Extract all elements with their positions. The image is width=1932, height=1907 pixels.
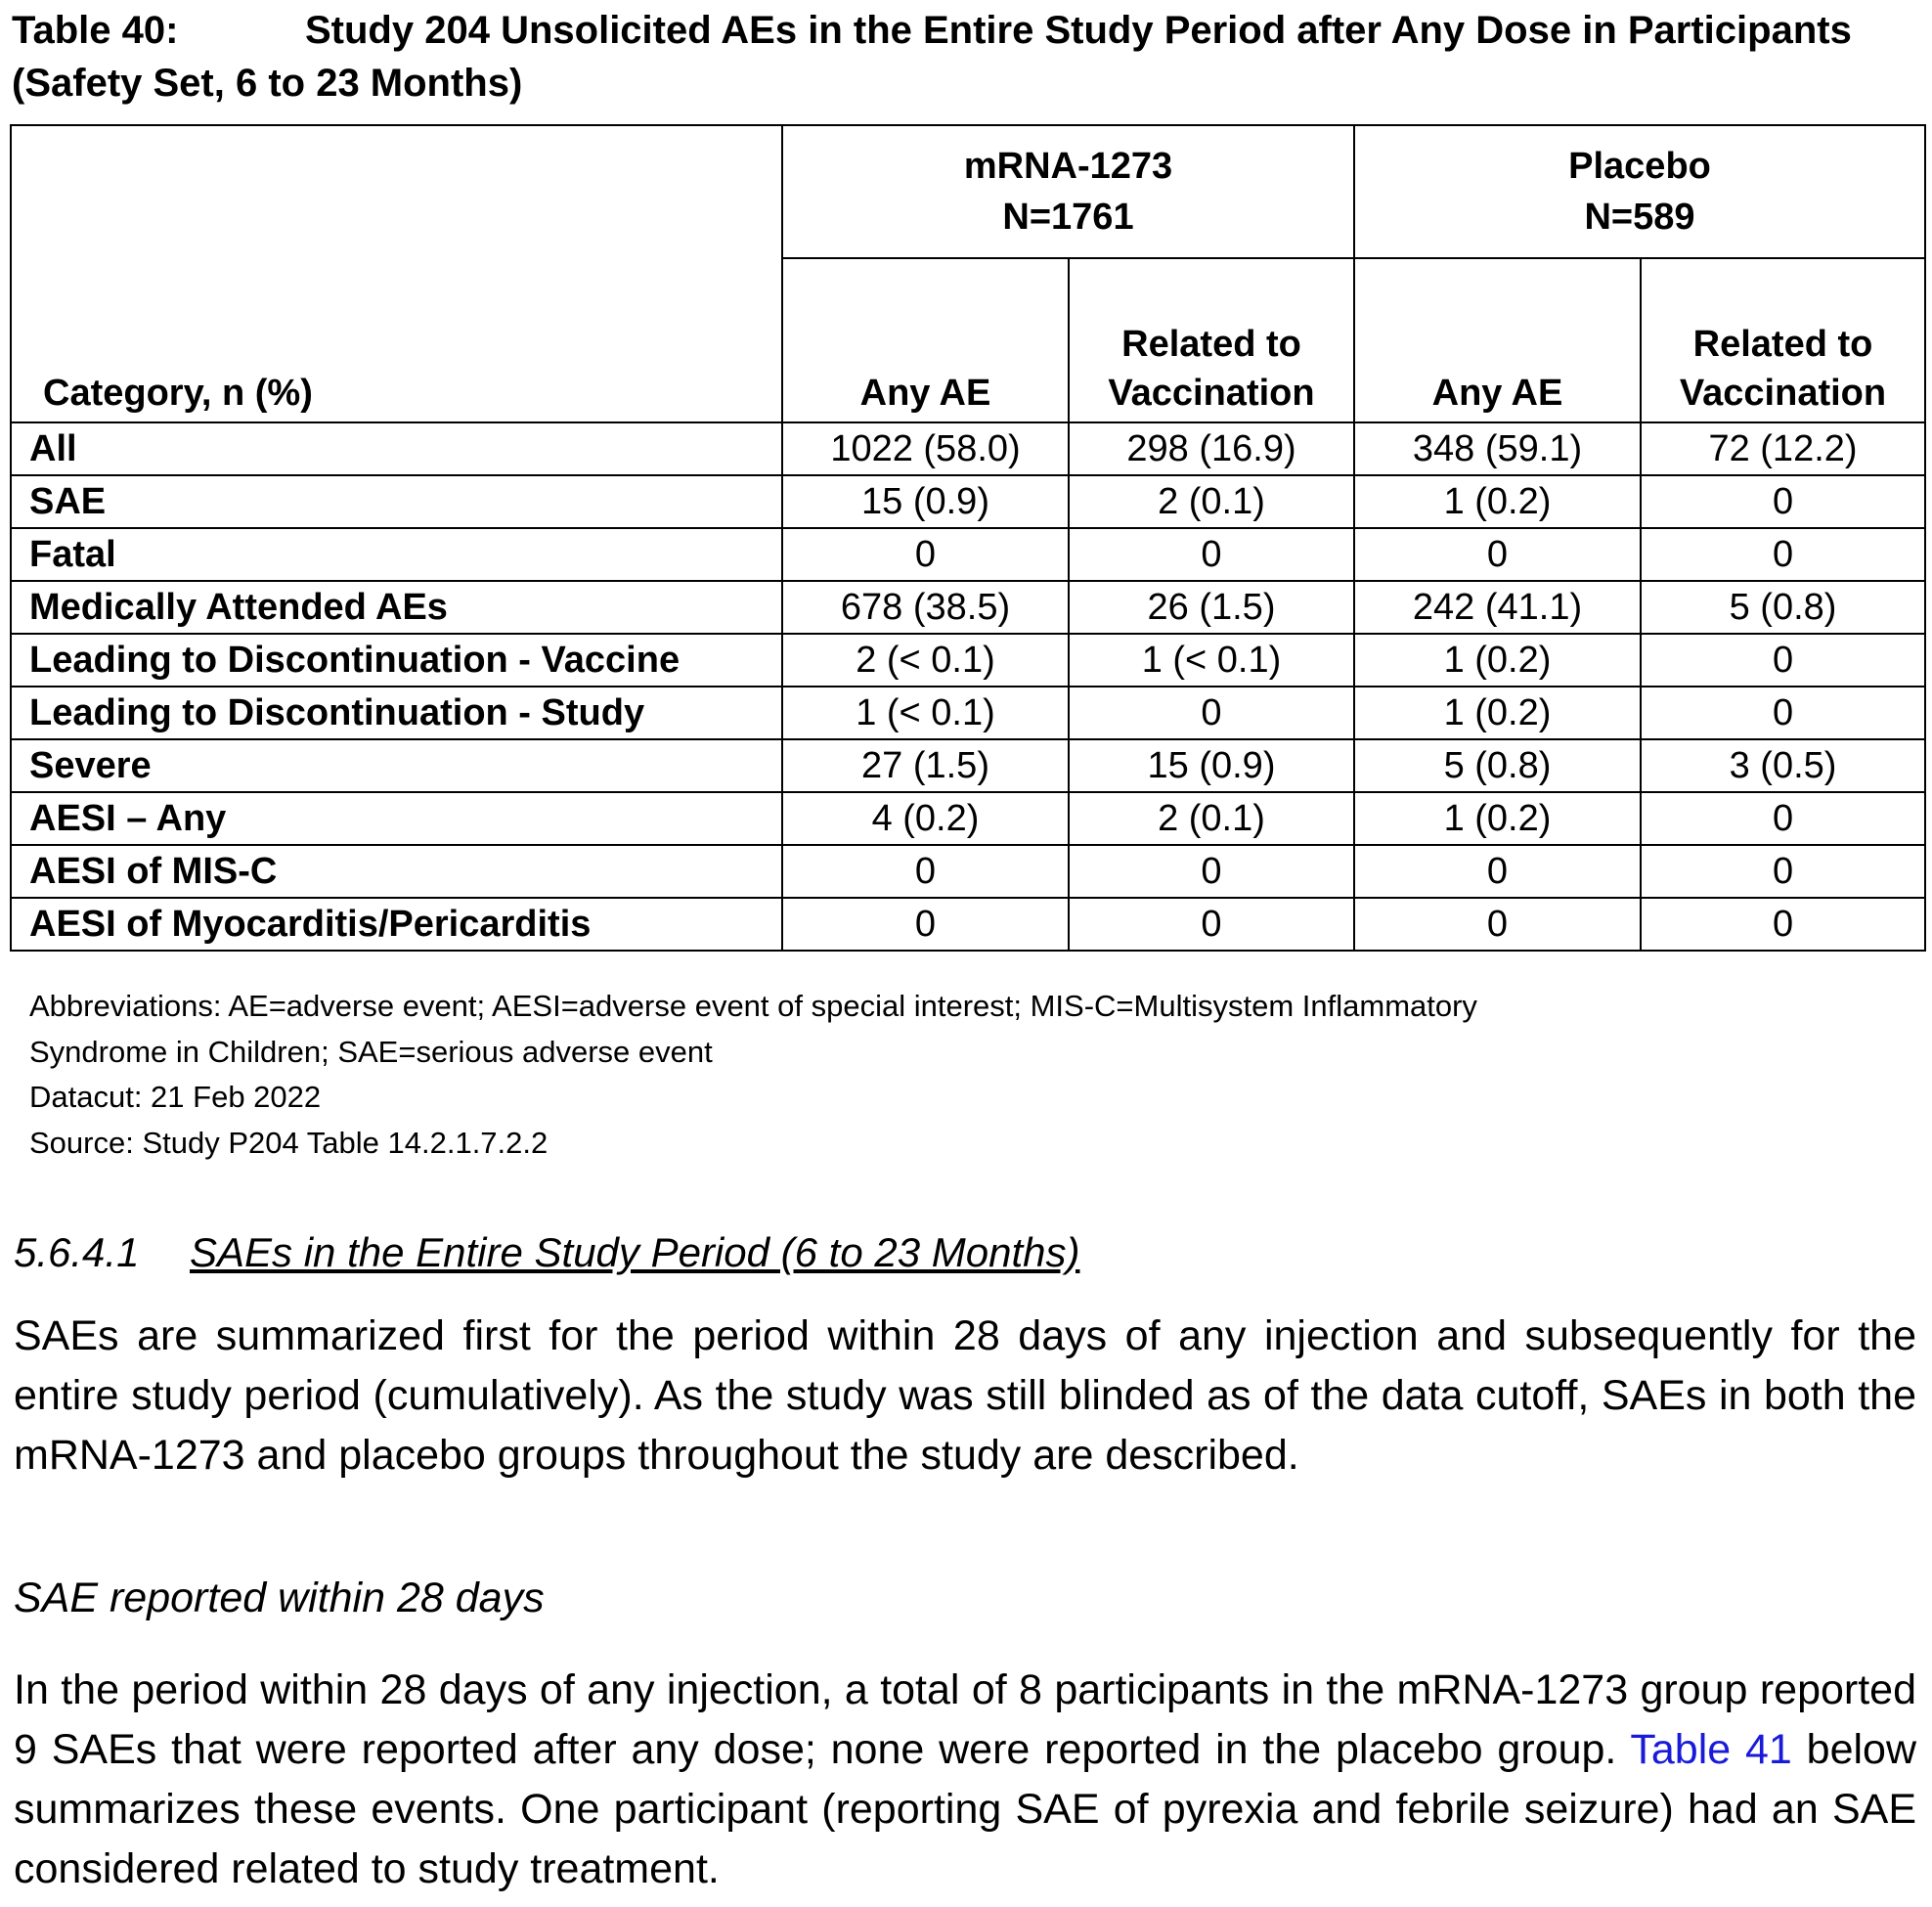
cell-value: 0 <box>1641 792 1925 845</box>
table-row <box>11 581 1925 634</box>
table-footnotes <box>29 984 1477 1166</box>
footnote: Source: Study P204 Table 14.2.1.7.2.2 <box>29 1125 549 1160</box>
row-label: Medically Attended AEs <box>11 581 782 634</box>
cell-value: 72 (12.2) <box>1641 422 1925 475</box>
cell-value: 0 <box>1354 845 1641 898</box>
cell-value: 0 <box>782 845 1069 898</box>
ae-summary-table <box>10 124 1926 952</box>
subheading: SAE reported within 28 days <box>14 1574 545 1621</box>
subheader: Related to Vaccination <box>1641 258 1925 422</box>
table-row <box>11 792 1925 845</box>
subheader: Any AE <box>1354 258 1641 422</box>
cell-value: 0 <box>1354 528 1641 581</box>
paragraph: SAEs are summarized first for the period within 28 days of any injection and subsequently for the entire study period (cumulatively). As the study was still blinded as of the data cutoff, SAEs in both the mRNA-1273 and placebo groups throughout the study are described. <box>14 1312 1916 1479</box>
group-n: N=1761 <box>1002 197 1134 238</box>
cell-value: 4 (0.2) <box>782 792 1069 845</box>
table-row <box>11 634 1925 687</box>
cell-value: 1 (0.2) <box>1354 475 1641 528</box>
category-header: Category, n (%) <box>11 125 782 422</box>
subheader: Any AE <box>782 258 1069 422</box>
cell-value: 1 (< 0.1) <box>1069 634 1354 687</box>
cell-value: 242 (41.1) <box>1354 581 1641 634</box>
table-row <box>11 422 1925 475</box>
cell-value: 15 (0.9) <box>782 475 1069 528</box>
paragraph <box>14 1661 1916 1899</box>
cell-value: 0 <box>1641 528 1925 581</box>
table-row <box>11 898 1925 951</box>
group-n: N=589 <box>1584 197 1695 238</box>
table-caption: Study 204 Unsolicited AEs in the Entire Study Period after Any Dose in Participants (Safety Set, 6 to 23 Months) <box>12 9 1852 105</box>
group-header-mrna <box>782 125 1354 258</box>
cell-value: 0 <box>1641 845 1925 898</box>
cell-value: 0 <box>1641 634 1925 687</box>
cell-value: 2 (< 0.1) <box>782 634 1069 687</box>
cell-value: 5 (0.8) <box>1641 581 1925 634</box>
cell-value: 348 (59.1) <box>1354 422 1641 475</box>
cell-value: 27 (1.5) <box>782 739 1069 792</box>
cell-value: 0 <box>1641 687 1925 739</box>
cell-value: 2 (0.1) <box>1069 475 1354 528</box>
cell-value: 0 <box>1069 528 1354 581</box>
table-row <box>11 475 1925 528</box>
table-title <box>12 4 1918 110</box>
section-number: 5.6.4.1 <box>14 1229 140 1275</box>
row-label: Severe <box>11 739 782 792</box>
section-title: SAEs in the Entire Study Period (6 to 23 Months) <box>190 1229 1080 1275</box>
cell-value: 15 (0.9) <box>1069 739 1354 792</box>
row-label: AESI of Myocarditis/Pericarditis <box>11 898 782 951</box>
table-row <box>11 845 1925 898</box>
cell-value: 1022 (58.0) <box>782 422 1069 475</box>
table-number: Table 40: <box>12 9 179 52</box>
footnote: Datacut: 21 Feb 2022 <box>29 1080 322 1114</box>
group-header-placebo <box>1354 125 1925 258</box>
group-name: Placebo <box>1568 146 1711 187</box>
table-row <box>11 528 1925 581</box>
subheader: Related to Vaccination <box>1069 258 1354 422</box>
table-row <box>11 687 1925 739</box>
cell-value: 1 (0.2) <box>1354 687 1641 739</box>
row-label: Leading to Discontinuation - Vaccine <box>11 634 782 687</box>
row-label: Fatal <box>11 528 782 581</box>
footnote: Abbreviations: AE=adverse event; AESI=adverse event of special interest; MIS-C=Multisystem Inflammatory <box>29 989 1477 1023</box>
footnote: Syndrome in Children; SAE=serious adverse event <box>29 1034 713 1069</box>
row-label: All <box>11 422 782 475</box>
cell-value: 0 <box>782 528 1069 581</box>
cell-value: 678 (38.5) <box>782 581 1069 634</box>
cell-value: 0 <box>1069 898 1354 951</box>
cell-value: 1 (< 0.1) <box>782 687 1069 739</box>
row-label: AESI of MIS-C <box>11 845 782 898</box>
cell-value: 1 (0.2) <box>1354 792 1641 845</box>
section-heading <box>14 1229 1079 1276</box>
table-row <box>11 739 1925 792</box>
paragraph-text: In the period within 28 days of any injection, a total of 8 participants in the mRNA-1273 group reported 9 SAEs that were reported after any dose; none were reported in the placebo group. <box>14 1666 1916 1773</box>
cell-value: 3 (0.5) <box>1641 739 1925 792</box>
row-label: SAE <box>11 475 782 528</box>
cell-value: 26 (1.5) <box>1069 581 1354 634</box>
group-name: mRNA-1273 <box>963 146 1173 187</box>
cell-value: 2 (0.1) <box>1069 792 1354 845</box>
cell-value: 0 <box>782 898 1069 951</box>
cell-value: 0 <box>1069 845 1354 898</box>
cell-value: 0 <box>1641 475 1925 528</box>
row-label: Leading to Discontinuation - Study <box>11 687 782 739</box>
table-41-link[interactable]: Table 41 <box>1630 1726 1792 1773</box>
paragraph-text: below summarizes these events. One participant (reporting SAE of pyrexia and febrile seizure) had an SAE considered related to study treatment. <box>14 1726 1917 1892</box>
cell-value: 0 <box>1069 687 1354 739</box>
cell-value: 5 (0.8) <box>1354 739 1641 792</box>
cell-value: 0 <box>1354 898 1641 951</box>
cell-value: 0 <box>1641 898 1925 951</box>
cell-value: 1 (0.2) <box>1354 634 1641 687</box>
cell-value: 298 (16.9) <box>1069 422 1354 475</box>
row-label: AESI – Any <box>11 792 782 845</box>
